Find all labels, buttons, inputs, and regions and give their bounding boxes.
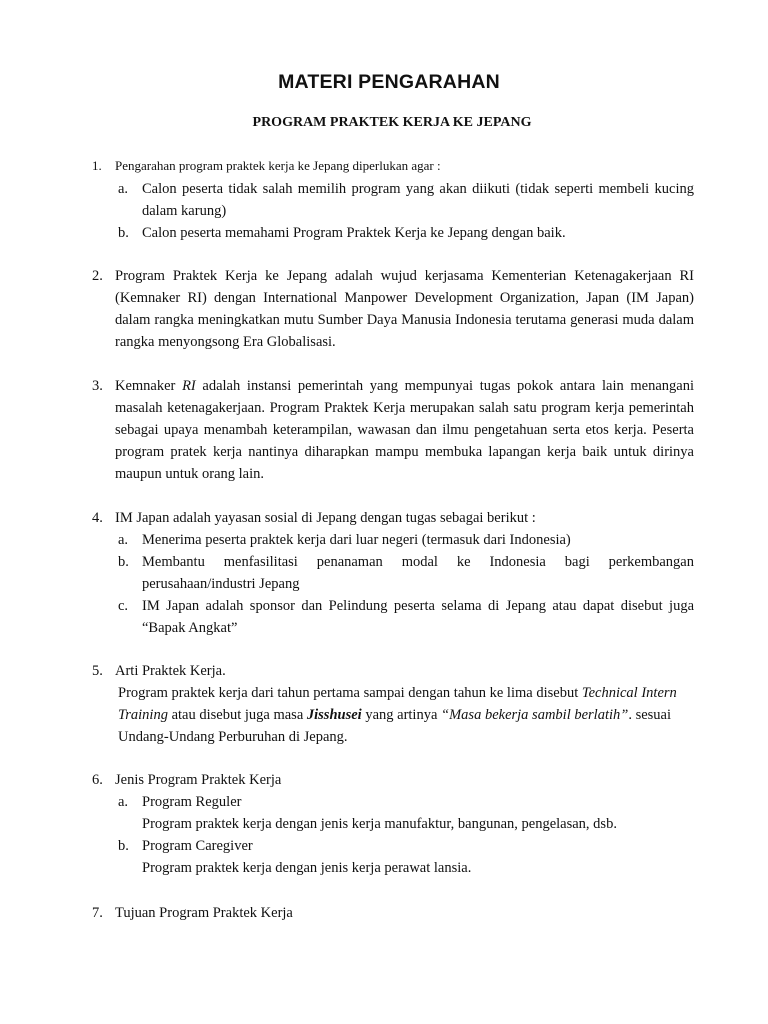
item-letter: b. [118,554,129,570]
item-text: Calon peserta memahami Program Praktek Kerja ke Jepang dengan baik. [142,225,566,241]
bold-italic-run: Jisshusei [306,707,362,723]
italic-run: RI [182,378,196,394]
section-number: 4. [92,510,103,526]
item-text: Membantu menfasilitasi penanaman modal ke Indonesia bagi perkembangan perusahaan/industri Jepang [142,554,694,592]
section-text: IM Japan adalah yayasan sosial di Jepang dengan tugas sebagai berikut : [115,510,536,526]
section-heading: Tujuan Program Praktek Kerja [115,905,293,921]
item-letter: c. [118,598,129,614]
text-run: atau disebut juga masa [167,707,307,723]
section-number: 1. [92,158,102,173]
item-title: Program Caregiver [142,838,253,854]
item-description: Program praktek kerja dengan jenis kerja manufaktur, bangunan, pengelasan, dsb. [142,816,617,832]
section-number: 7. [92,905,103,921]
item-letter: a. [118,794,129,810]
section-number: 3. [92,378,103,394]
section-heading: Jenis Program Praktek Kerja [115,772,282,788]
section-number: 5. [92,663,103,679]
item-text: Menerima peserta praktek kerja dari luar negeri (termasuk dari Indonesia) [142,532,571,548]
item-description: Program praktek kerja dengan jenis kerja perawat lansia. [142,860,472,876]
item-letter: a. [118,181,129,197]
item-letter: b. [118,838,129,854]
section-number: 6. [92,772,103,788]
text-run: . sesuai Undang-Undang Perburuhan di Jepang. [118,707,672,745]
section-text: Program Praktek Kerja ke Jepang adalah wujud kerjasama Kementerian Ketenagakerjaan RI (Kemnaker RI) dengan International Manpower Development Organization, Japan (IM Japan) dalam rangka meningkatkan mutu Sumber Daya Manusia Indonesia terutama generasi muda dalam rangka menyongsong Era Globalisasi. [115,268,694,350]
document-title: MATERI PENGARAHAN [278,71,500,93]
section-paragraph [118,682,694,748]
italic-run: Technical Intern Training [118,685,677,723]
section-text [115,375,694,485]
text-run: yang artinya [361,707,442,723]
section-heading: Arti Praktek Kerja. [115,663,226,679]
text-run: Kemnaker [115,378,183,394]
section-text: Pengarahan program praktek kerja ke Jepang diperlukan agar : [115,158,441,173]
section-number: 2. [92,268,103,284]
item-letter: a. [118,532,129,548]
item-text: IM Japan adalah sponsor dan Pelindung peserta selama di Jepang atau dapat disebut juga “Bapak Angkat” [142,598,694,636]
text-run: Program praktek kerja dari tahun pertama sampai dengan tahun ke lima disebut [118,685,582,701]
italic-run: “Masa bekerja sambil berlatih” [441,707,629,723]
document-subtitle: PROGRAM PRAKTEK KERJA KE JEPANG [252,115,532,130]
item-text: Calon peserta tidak salah memilih program yang akan diikuti (tidak seperti membeli kucing dalam karung) [142,181,694,219]
text-run: adalah instansi pemerintah yang mempunyai tugas pokok antara lain menangani masalah ketenagakerjaan. Program Praktek Kerja merupakan salah satu program kerja pemerintah sebagai upaya menambah keterampilan, wawasan dan ilmu pengetahuan serta etos kerja. Peserta program pratek kerja nantinya diharapkan mampu membuka lapangan kerja baik untuk dirinya maupun untuk orang lain. [115,378,695,482]
item-letter: b. [118,225,129,241]
item-title: Program Reguler [142,794,242,810]
